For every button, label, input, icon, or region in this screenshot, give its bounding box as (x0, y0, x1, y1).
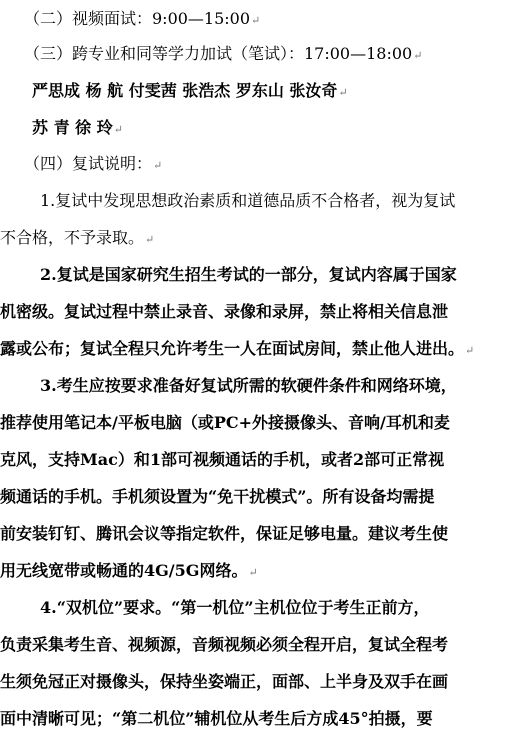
text: （四）复试说明： (24, 154, 153, 173)
text: 克风，支持Mac）和1部可视频通话的手机，或者2部可正常视 (0, 450, 445, 469)
paragraph-mark-icon: ↵ (145, 233, 155, 246)
text: 前安装钉钉、腾讯会议等指定软件，保证足够电量。建议考生使 (0, 524, 449, 543)
note-4-line-1 (40, 598, 430, 618)
note-3-line-4 (0, 487, 434, 507)
text: （三）跨专业和同等学力加试（笔试）：17:00—18:00 (24, 44, 413, 63)
text: 3.考生应按要求准备好复试所需的软硬件条件和网络环境， (40, 376, 457, 395)
text: 面中清晰可见；“第二机位”辅机位从考生后方成45°拍摄，要 (0, 709, 433, 728)
note-1-line-2 (0, 228, 154, 250)
note-3-line-1 (40, 376, 457, 396)
paragraph-mark-icon: ↵ (251, 14, 261, 27)
text: 机密级。复试过程中禁止录音、录像和录屏，禁止将相关信息泄 (0, 302, 449, 321)
text: 严思成 杨 航 付雯茜 张浩杰 罗东山 张汝奇 (32, 81, 338, 100)
text: （二）视频面试：9:00—15:00 (24, 9, 251, 28)
note-1-line-1 (40, 191, 455, 211)
note-2-line-1 (40, 265, 457, 285)
note-3-line-3 (0, 450, 444, 470)
text: 不合格，不予录取。 (0, 228, 145, 247)
paragraph-mark-icon: ↵ (153, 159, 163, 172)
paragraph-mark-icon: ↵ (338, 86, 348, 99)
text: 负责采集考生音、视频源，音频视频必须全程开启，复试全程考 (0, 635, 449, 654)
note-3-line-2 (0, 413, 450, 433)
paragraph-mark-icon: ↵ (113, 123, 123, 136)
text: 频通话的手机。手机须设置为“免干扰模式”。所有设备均需提 (0, 487, 435, 506)
text: 推荐使用笔记本/平板电脑（或PC+外接摄像头、音响/耳机和麦 (0, 413, 450, 432)
candidate-names-row-1 (32, 81, 348, 103)
schedule-video-interview (24, 9, 260, 31)
text: 用无线宽带或畅通的4G/5G网络。 (0, 561, 248, 580)
section-heading-notes (24, 154, 162, 176)
schedule-extra-exam (24, 44, 422, 66)
note-4-line-3 (0, 672, 448, 692)
note-3-line-5 (0, 524, 448, 544)
note-2-line-3 (0, 339, 474, 361)
candidate-names-row-2 (32, 118, 123, 140)
paragraph-mark-icon: ↵ (465, 344, 475, 357)
note-4-line-2 (0, 635, 448, 655)
note-4-line-4 (0, 709, 433, 729)
text: 1.复试中发现思想政治素质和道德品质不合格者，视为复试 (40, 191, 456, 210)
paragraph-mark-icon: ↵ (413, 49, 423, 62)
text: 露或公布；复试全程只允许考生一人在面试房间，禁止他人进出。 (0, 339, 465, 358)
note-3-line-6 (0, 561, 258, 583)
note-2-line-2 (0, 302, 448, 322)
text: 苏 青 徐 玲 (32, 118, 113, 137)
paragraph-mark-icon: ↵ (248, 566, 258, 579)
text: 2.复试是国家研究生招生考试的一部分，复试内容属于国家 (40, 265, 457, 284)
text: 4.“双机位”要求。“第一机位”主机位位于考生正前方， (40, 598, 430, 617)
text: 生须免冠正对摄像头，保持坐姿端正，面部、上半身及双手在画 (0, 672, 449, 691)
